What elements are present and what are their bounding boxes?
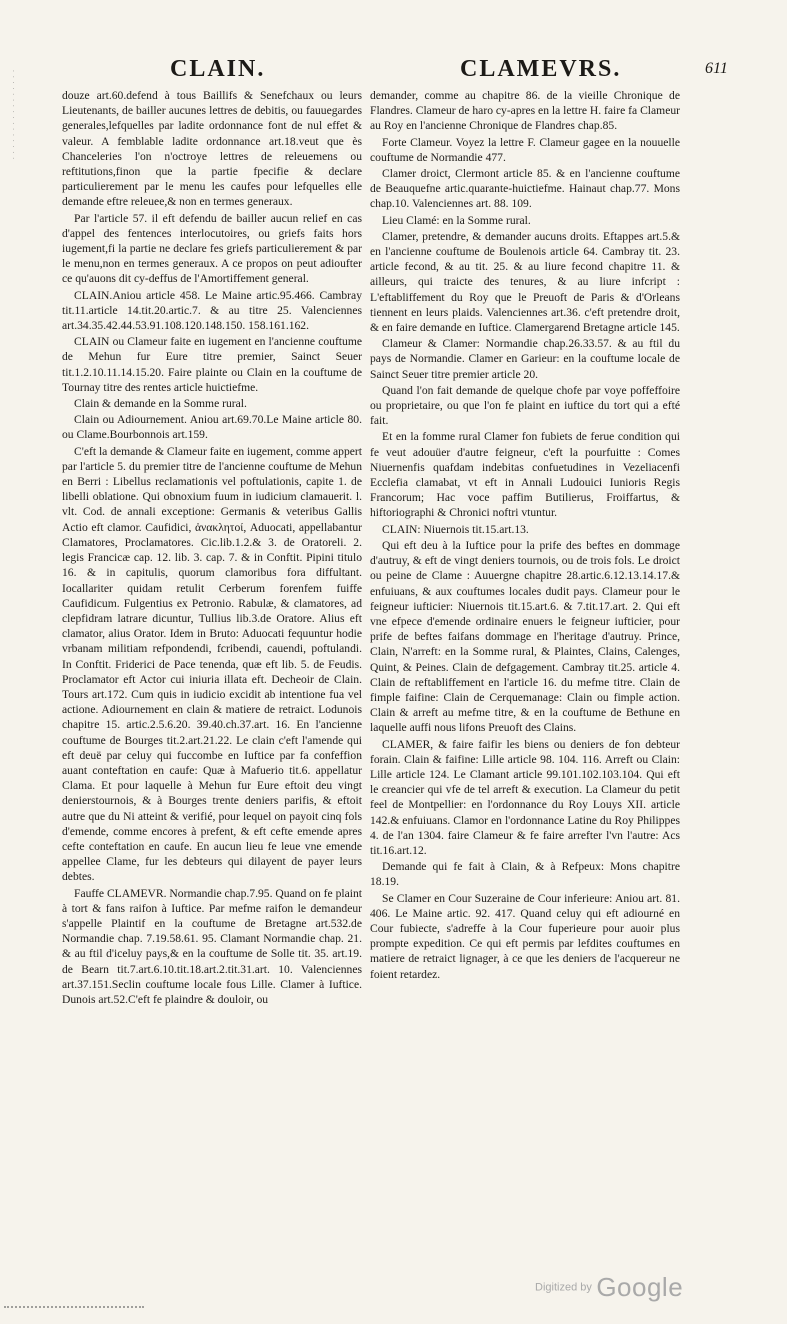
- scan-edge-mark: [4, 1306, 144, 1314]
- paragraph: Clain ou Adiournement. Aniou art.69.70.Le Maine article 80. ou Clame.Bourbonnois art.159.: [62, 413, 362, 442]
- paragraph: CLAIN: Niuernois tit.15.art.13.: [382, 522, 529, 536]
- paragraph: C'eft la demande & Clameur faite en iugement, comme appert par l'article 5. du premier titre de l'ancienne couftume de Mehun en Berri : Libellus reclamationis vel poftulationis, capite 1. de libelli oblatione. Qui obnoxium fuum in iudicium clamauerit. l. vlt. Cod. de annali exceptione: Germanis & veteribus Gallis Actio eft clamor. Caufidici, ἀνακλητοί, Aduocati, appellabantur Clamatores, Proclamatores. Cic.lib.1.2.& 3. de Oratoreli. 2. legis Francicæ cap. 12. lib. 3. cap. 7. & in Conftit. Pipini titulo 16. & in capitulis, quorum clamoribus fora diffultant. Iocallariter quidam retulit Cerberum forenfem fuiffe Caufidicum. Fulgentius ex Petronio. Rabulæ, & clamatores, ad clepfidram latrare dicuntur, Tullius lib.3.de Oratore. Alius eft clamator, alius Orator. Idem in Bruto: Aduocati fequuntur hodie vrbanam militiam refpondendi, fcribendi, cauendi, poftulandi. In Conftit. Friderici de Pace tenenda, quæ eft lib. 5. de Feudis. Proclamator eft Actor cui iniuria illata eft. Decheoir de Clain. Tours art.172. Cum quis in iudicio excidit ab intentione fua vel actione. Adiournement en clain & matiere de retraict. Lodunois chapitre 15. artic.2.5.6.20. 39.40.ch.37.art. 16. En l'ancienne couftume de Bourges tit.2.art.21.22. Le clain c'eft l'amende qui eft deuë par celuy qui fuccombe en Iuftice par fa confeffion auant conteftation en caufe: Quæ à Mafuerio tit.6. appellatur Clama. Et pour laquelle à Mehun fur Eure eftoit deu vingt denierstournois, & à Bourges trente deniers parifis, & eftoit autre que du Ni atteint & verifié, pour lequel on payoit cinq fols d'emende, comme encores à prefent, & eft cefte emende apres cefte conteftation en caufe. En aucun lieu fe leue vne emende appellee Clame, fur les debteurs qui dilayent de payer leurs debtes.: [62, 444, 362, 884]
- running-head-left: CLAIN.: [170, 56, 266, 82]
- paragraph: Clain & demande en la Somme rural.: [74, 397, 247, 411]
- paragraph: CLAIN ou Clameur faite en iugement en l'ancienne couftume de Mehun fur Eure titre premier, Sainct Seuer tit.1.2.10.11.14.15.20. Faire plainte ou Clain en la couftume de Tournay titre des rentes article huictiefme.: [62, 335, 362, 394]
- paragraph: CLAMER, & faire faifir les biens ou deniers de fon debteur forain. Clain & faifine: Lille article 98. 104. 116. Arreft ou Clain: Lille article 124. Le Clamant article 99.101.102.103.104. Qui eft le creancier qui vfe de tel arreft & execution. La Clameur du petit feel de Montpellier: en l'ordonnance du Roy Louys XII. article 142.& enfuiuans. Clamor en l'ordonnance Latine du Roy Philippes 4. de l'an 1304. faire Clameur & fe faire arrefter l'vn l'autre: Acs tit.16.art.12.: [370, 737, 680, 857]
- paragraph: Clameur & Clamer: Normandie chap.26.33.57. & au ftil du pays de Normandie. Clamer en Garieur: en la couftume locale de Sainct Seuer titre premier article 20.: [370, 337, 680, 381]
- paragraph: Lieu Clamé: en la Somme rural.: [382, 213, 531, 227]
- paragraph: Se Clamer en Cour Suzeraine de Cour inferieure: Aniou art. 81. 406. Le Maine artic. 92. 417. Quand celuy qui eft adiourné en Cour fubiecte, s'adreffe à la Cour fuperieure pour auoir plus prompte expedition. Ce qui eft permis par lefdites couftumes en matiere de retraict lignager, à ce que les deniers de l'acquereur ne foient retardez.: [370, 891, 680, 981]
- paragraph: Clamer droict, Clermont article 85. & en l'ancienne couftume de Beauquefne artic.quarante-huictiefme. Hainaut chap.77. Mons chap.10. Valenciennes art. 88. 109.: [370, 167, 680, 211]
- digitization-watermark: [535, 1272, 683, 1303]
- paragraph: Clamer, pretendre, & demander aucuns droits. Eftappes art.5.& en l'ancienne couftume de Boulenois article 64. Cambray tit. 23. article fecond, & au tit. 25. & au liure fecond chapitre 11. & ailleurs, qui traicte des tenures, & au liure infcript : L'eftabliffement du Roy que le Preuoft de Paris & d'Orleans tiennent en leurs plaids. Valenciennes art.36. c'eft pretendre droit, & en faire demande en Iuftice. Clamergarend Bretagne article 145.: [370, 229, 680, 335]
- google-logo: Google: [596, 1272, 684, 1302]
- margin-ornament: · · · · · · · · · · · · · · · ·: [9, 70, 16, 161]
- paragraph: CLAIN.Aniou article 458. Le Maine artic.95.466. Cambray tit.11.article 14.tit.20.artic.7. & au titre 25. Valenciennes art.34.35.42.44.53.91.108.120.148.150. 158.161.162.: [62, 288, 362, 333]
- paragraph: Qui eft deu à la Iuftice pour la prife des beftes en dommage d'autruy, & eft de vingt deniers tournois, ou de trois fols. Le droict ou peine de Clame : Auuergne chapitre 28.artic.6.12.13.14.17.& enfuiuans, & aux couftumes locales dudit pays. Clameur pour le feigneur iufticier: Niuernois tit.15.art.6. & 7.tit.17.art. 2. Qui eft vne efpece d'emende ordinaire enuers le feigneur iufticier, pour prife de beftes faifans dommage en l'heritage d'autruy. Prince, Clain, N'arreft: en la Somme rural, & Plaintes, Clains, Calenges, Quint, & Peines. Clain de defgagement. Cambray tit.25. article 4. Clain de reftabliffement en l'article 16. du mefme titre. Clain de fimple faifine: Clain de Cerquemanage: Clain ou fimple action. Clain & arreft au mefme titre, & en la couftume de Bethune en laquelle auffi nous lifons Preuoft des Clains.: [370, 538, 680, 735]
- left-text-column: [62, 88, 362, 1178]
- paragraph: Forte Clameur. Voyez la lettre F. Clameur gagee en la nouuelle couftume de Normandie 477.: [370, 135, 680, 164]
- paragraph: Demande qui fe fait à Clain, & à Refpeux: Mons chapitre 18.19.: [370, 860, 680, 889]
- paragraph: Quand l'on fait demande de quelque chofe par voye poffeffoire ou proprietaire, ou que l'on fe plaint en iuftice du tort qui a efté fait.: [370, 383, 680, 428]
- page-number: 611: [705, 60, 728, 77]
- watermark-prefix: Digitized by: [535, 1281, 592, 1294]
- paragraph: Et en la fomme rural Clamer fon fubiets de ferue condition qui fe veut adouüer d'autre feigneur, c'eft la pourfuitte : Comes Niuernenfis quafdam indebitas confuetudines in Vezeliacenfi Ecclefia clamabat, vt eft in Annali Ludouici Iunioris Regis Francorum; Hac voce paffim Butilierus, Froiffartus, & hiftoriographi & Chronici noftri vtuntur.: [370, 430, 680, 520]
- paragraph: demander, comme au chapitre 86. de la vieille Chronique de Flandres. Clameur de haro cy-apres en la lettre H. faire fa Clameur au Roy en l'ancienne Chronique de Flandres chap.85.: [370, 89, 680, 133]
- paragraph: Par l'article 57. il eft defendu de bailler aucun relief en cas d'appel des fentences interlocutoires, ou griefs faits hors iugement,fi la partie ne declare fes griefs particulierement & par le menu,non en termes generaux. A ce propos on peut adioufter ce qu'auons dit cy-deffus de l'Amortiffement general.: [62, 211, 362, 286]
- running-head-right: CLAMEVRS.: [460, 56, 622, 82]
- paragraph: douze art.60.defend à tous Baillifs & Senefchaux ou leurs Lieutenants, de bailler aucunes lettres de debitis, ou fauuegardes generales,lefquelles par ladite ordonnance font de nul effet & valeur. A femblable ladite ordonnance art.18.veut que ès Chanceleries l'on n'octroye lettres de releuemens ou reftitutions,finon que la partie fpecifie & declare particulierement par le menu les caufes pour lefquelles elle demande eftre releuee,& non en termes generaux.: [62, 89, 362, 209]
- paragraph: Fauffe CLAMEVR. Normandie chap.7.95. Quand on fe plaint à tort & fans raifon à Iuftice. Par mefme raifon le demandeur s'appelle Plaintif en la couftume de Bretagne art.532.de Normandie chap. 7.19.58.61. 95. Clamant Normandie chap. 21. & au ftil d'iceluy pays,& en la couftume de Solle tit. 35. art.19. de Bearn tit.7.art.6.10.tit.18.art.2.tit.31.art. 10. Valenciennes art.37.151.Seclin couftume locale fous Lille. Clamer à Iuftice. Dunois art.52.C'eft fe plaindre & douloir, ou: [62, 886, 362, 1006]
- right-text-column: [370, 88, 680, 981]
